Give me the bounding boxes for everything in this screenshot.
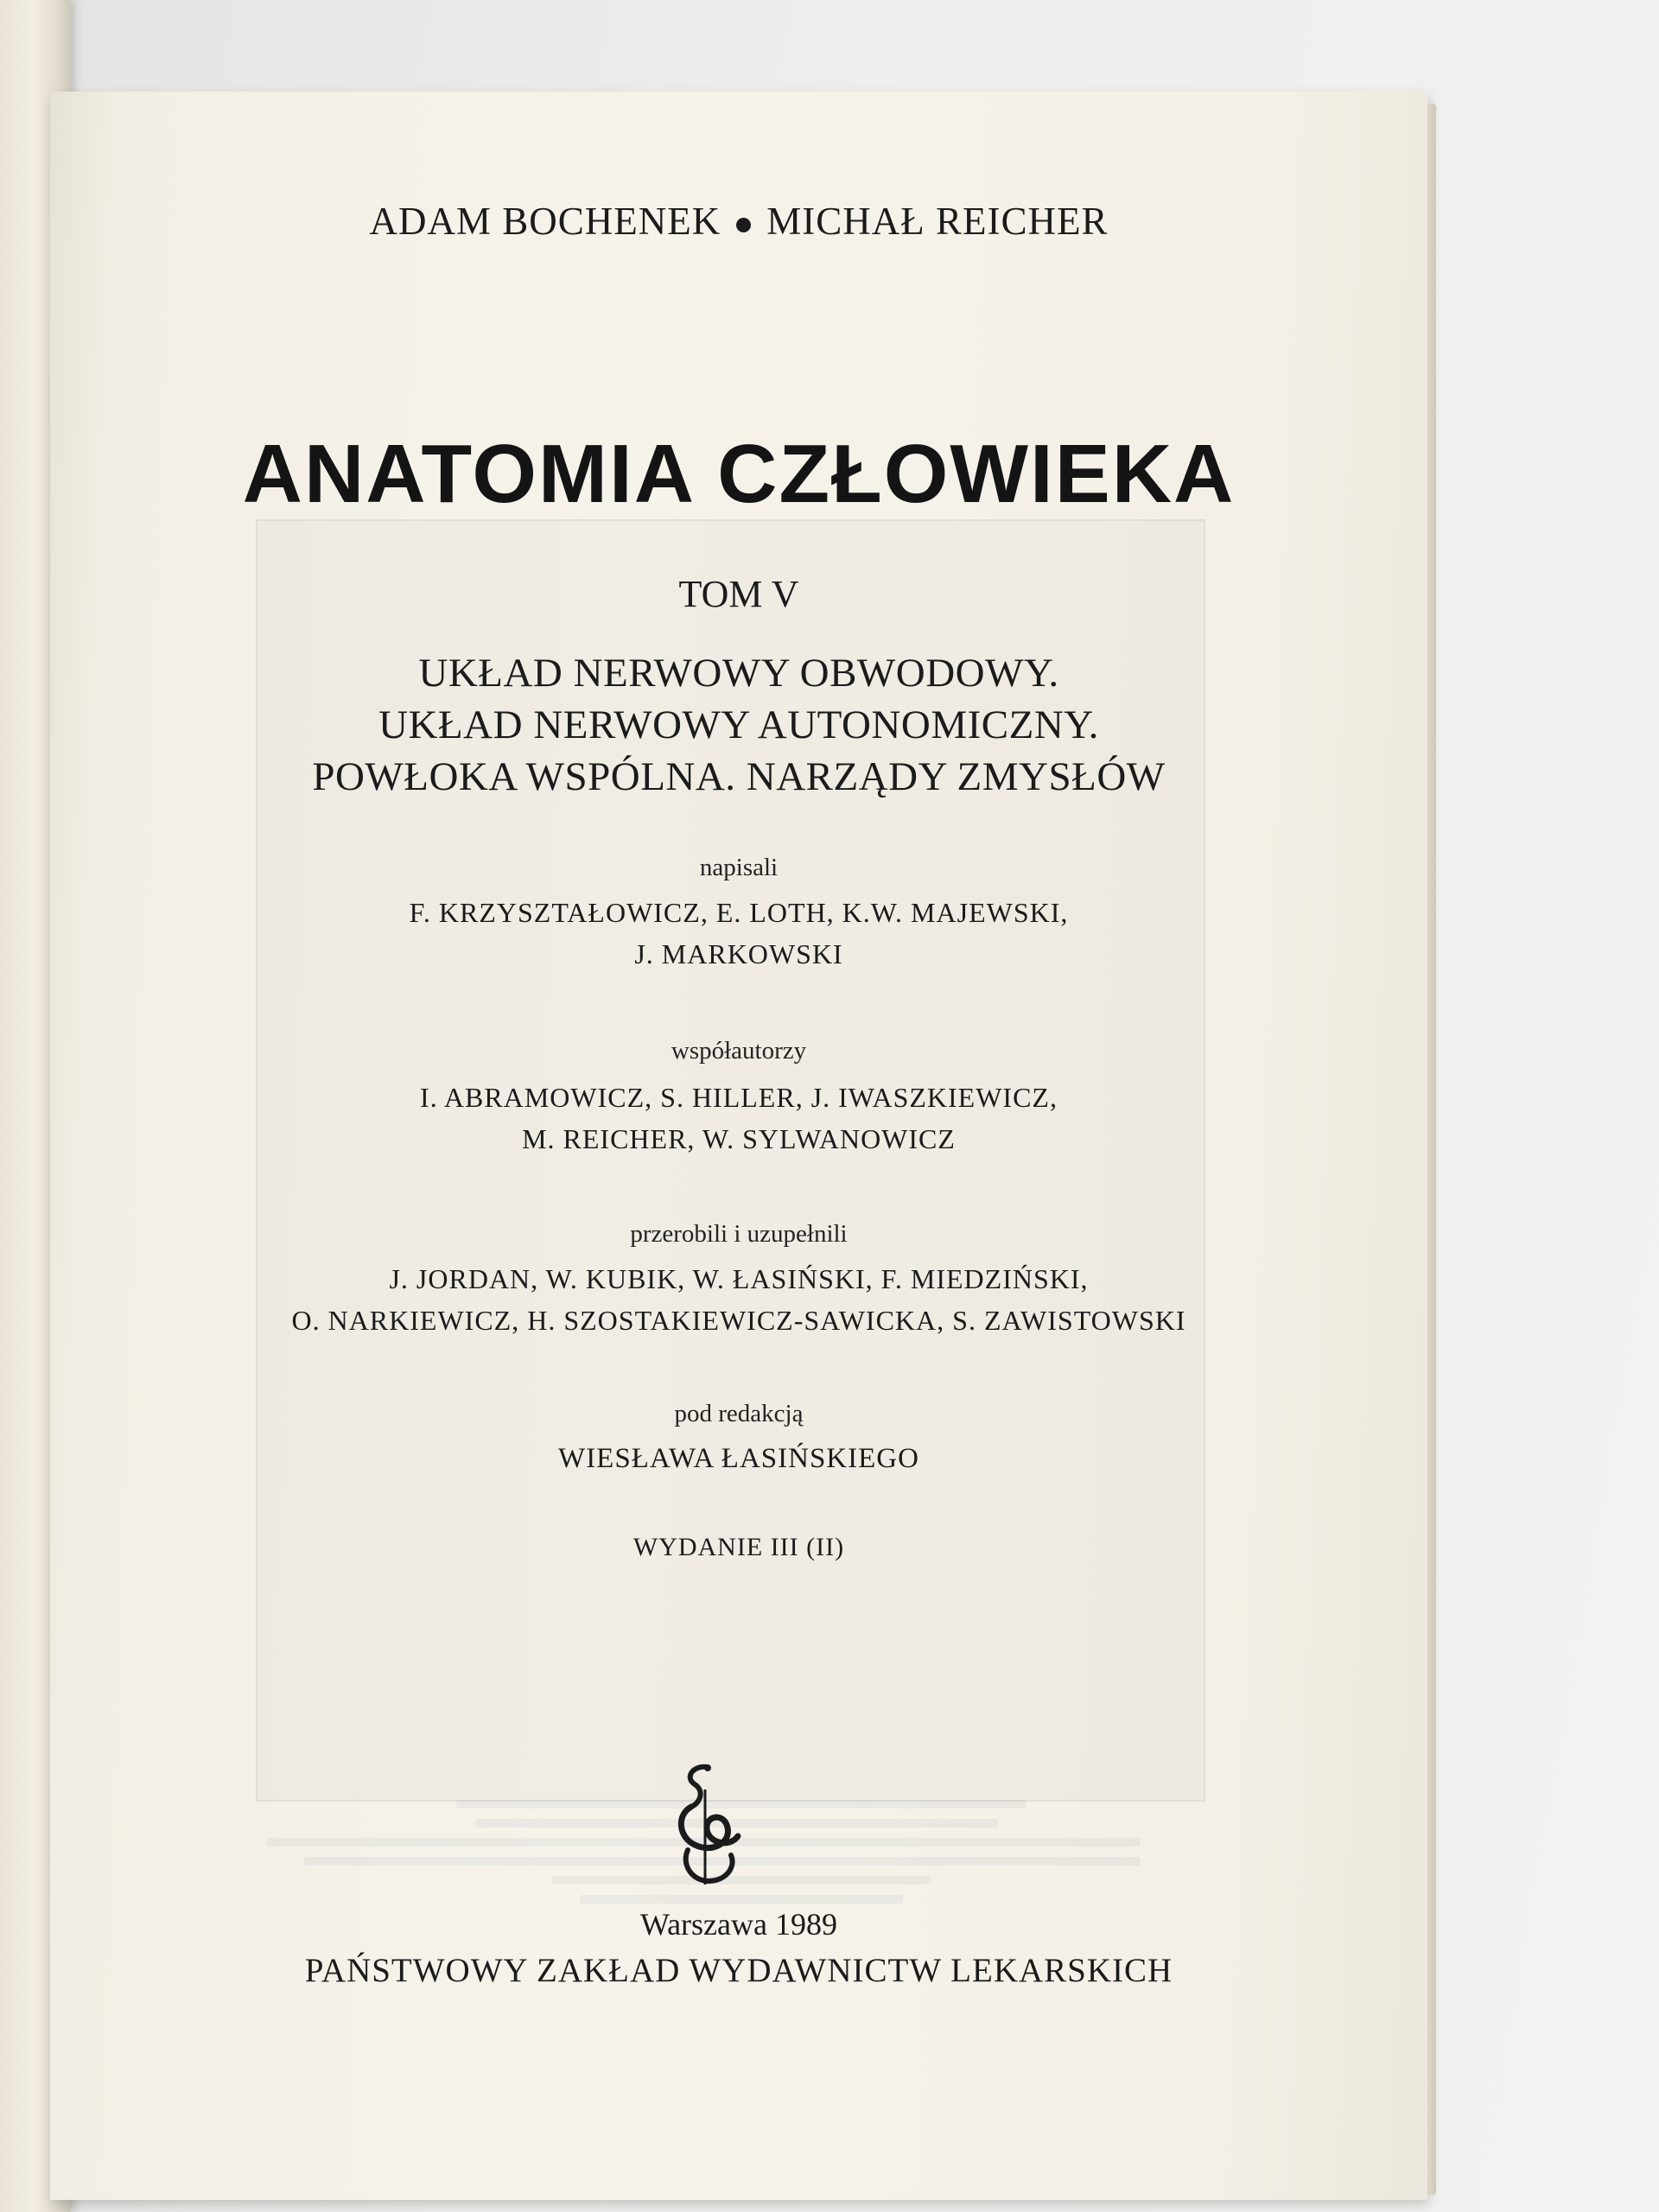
coauthors-label: współautorzy (671, 1037, 807, 1065)
volume-label: TOM V (678, 573, 799, 615)
authors-line (50, 199, 1427, 244)
written-by-names-1: F. KRZYSZTAŁOWICZ, E. LOTH, K.W. MAJEWSKI, (409, 897, 1069, 928)
subtitle-line-1: UKŁAD NERWOWY OBWODOWY. (418, 651, 1059, 696)
author-first: ADAM BOCHENEK (369, 200, 721, 243)
page-edge (1427, 104, 1436, 2195)
book-title: ANATOMIA CZŁOWIEKA (242, 428, 1236, 520)
written-by-label: napisali (699, 854, 779, 881)
author-second: MICHAŁ REICHER (766, 200, 1109, 243)
revised-by-names-2: O. NARKIEWICZ, H. SZOSTAKIEWICZ-SAWICKA, S. ZAWISTOWSKI (291, 1305, 1186, 1336)
bullet-separator (736, 218, 751, 232)
coauthors-names-1: I. ABRAMOWICZ, S. HILLER, J. IWASZKIEWICZ, (420, 1082, 1058, 1113)
title-page (50, 92, 1427, 2200)
editor-name: WIESŁAWA ŁASIŃSKIEGO (558, 1443, 919, 1474)
revised-by-label: przerobili i uzupełnili (630, 1220, 848, 1248)
editor-label: pod redakcją (674, 1400, 804, 1427)
revised-by-names-1: J. JORDAN, W. KUBIK, W. ŁASIŃSKI, F. MIEDZIŃSKI, (389, 1263, 1089, 1294)
place-year: Warszawa 1989 (639, 1907, 837, 1942)
publisher-name: PAŃSTWOWY ZAKŁAD WYDAWNICTW LEKARSKICH (304, 1952, 1173, 1989)
subtitle-line-3: POWŁOKA WSPÓLNA. NARZĄDY ZMYSŁÓW (312, 754, 1166, 799)
edition-label: WYDANIE III (II) (632, 1533, 845, 1561)
coauthors-names-2: M. REICHER, W. SYLWANOWICZ (522, 1123, 956, 1154)
snake-staff-logo-icon (655, 1755, 759, 1893)
title-page-content (50, 92, 1427, 2200)
written-by-names-2: J. MARKOWSKI (634, 938, 843, 969)
subtitle-line-2: UKŁAD NERWOWY AUTONOMICZNY. (378, 702, 1099, 747)
